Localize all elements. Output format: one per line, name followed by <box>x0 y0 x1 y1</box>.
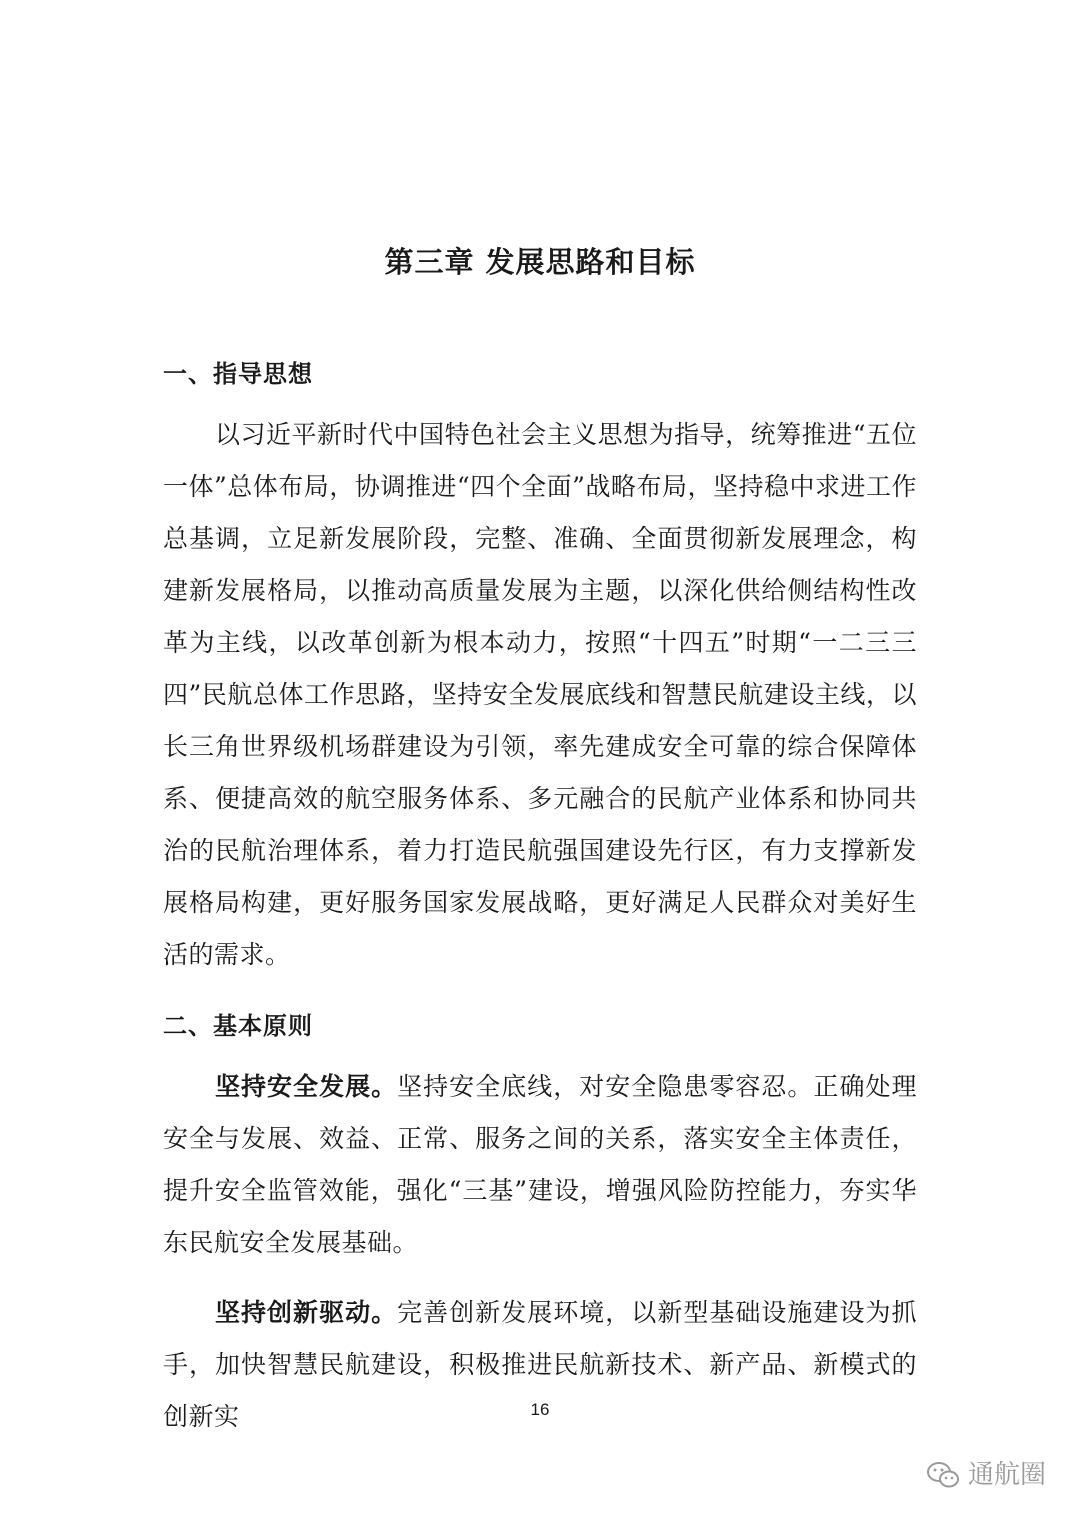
section-heading-basic-principles: 二、基本原则 <box>163 1012 313 1040</box>
paragraph-lead: 坚持创新驱动。 <box>215 1298 398 1327</box>
chapter-title: 第三章 发展思路和目标 <box>384 245 696 279</box>
paragraph-lead: 坚持安全发展。 <box>215 1072 398 1101</box>
watermark-text: 通航圈 <box>967 1460 1046 1490</box>
paragraph-safety-development <box>163 1061 917 1269</box>
paragraph-text: 完善创新发展环境，以新型基础设施建设为抓手，加快智慧民航建设，积极推进民航新技术、新产品、新模式的创新实 <box>163 1298 917 1431</box>
page-number: 16 <box>530 1400 550 1419</box>
paragraph-guiding-thought <box>163 409 917 981</box>
paragraph-text: 以习近平新时代中国特色社会主义思想为指导，统筹推进“五位一体”总体布局，协调推进“四个全面”战略布局，坚持稳中求进工作总基调，立足新发展阶段，完整、准确、全面贯彻新发展理念，构建新发展格局，以推动高质量发展为主题，以深化供给侧结构性改革为主线，以改革创新为根本动力，按照“十四五”时期“一二三三四”民航总体工作思路，坚持安全发展底线和智慧民航建设主线，以长三角世界级机场群建设为引领，率先建成安全可靠的综合保障体系、便捷高效的航空服务体系、多元融合的民航产业体系和协同共治的民航治理体系，着力打造民航强国建设先行区，有力支撑新发展格局构建，更好服务国家发展战略，更好满足人民群众对美好生活的需求。 <box>163 420 917 969</box>
section-heading-guiding-thought: 一、指导思想 <box>163 360 313 388</box>
watermark <box>926 1455 1046 1495</box>
paragraph-text: 坚持安全底线，对安全隐患零容忍。正确处理安全与发展、效益、正常、服务之间的关系，落实安全主体责任，提升安全监管效能，强化“三基”建设，增强风险防控能力，夯实华东民航安全发展基础。 <box>163 1072 917 1257</box>
wechat-icon <box>926 1460 960 1490</box>
